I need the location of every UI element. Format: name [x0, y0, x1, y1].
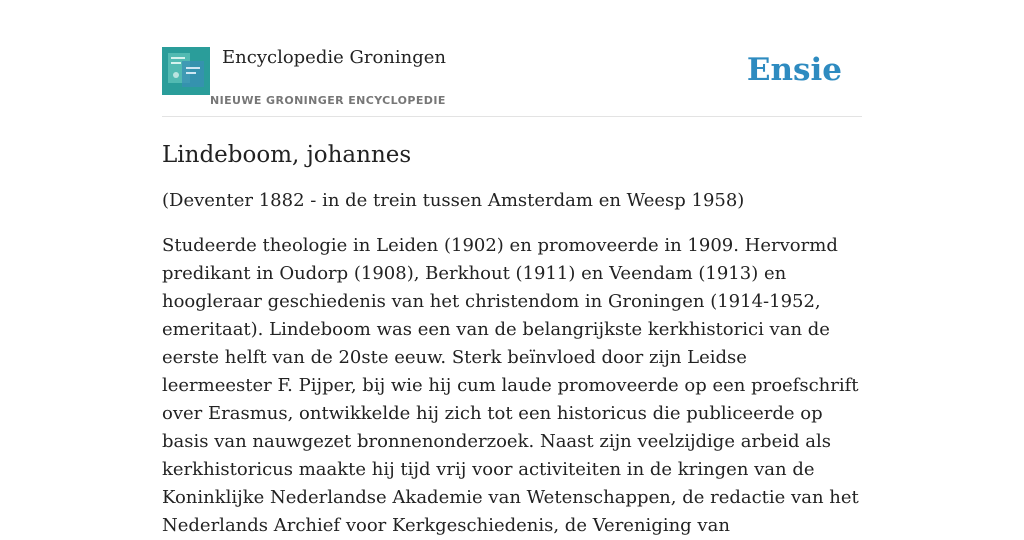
site-avatar[interactable] — [162, 47, 210, 95]
article-body: Studeerde theologie in Leiden (1902) en promoveerde in 1909. Hervormd predikant in Oudorp (1908), Berkhout (1911) en Veendam (1913) en hoogleraar geschiedenis van het christendom in Groningen (1914-1952, emeritaat). Lindeboom was een van de belangrijkste kerkhistorici van de eerste helft van de 20ste eeuw. Sterk beïnvloed door zijn Leidse leermeester F. Pijper, bij wie hij cum laude promoveerde op een proefschrift over Erasmus, ontwikkelde hij zich tot een historicus die publiceerde op basis van nauwgezet bronnenonderzoek. Naast zijn veelzijdige arbeid als kerkhistoricus maakte hij tijd vrij voor activiteiten in de kringen van de Koninklijke Nederlandse Akademie van Wetenschappen, de redactie van het Nederlands Archief voor Kerkgeschiedenis, de Vereniging van — [162, 235, 859, 536]
site-title[interactable]: Encyclopedie Groningen — [222, 47, 447, 68]
article — [162, 138, 862, 540]
article-lifespan: (Deventer 1882 - in de trein tussen Amsterdam en Weesp 1958) — [162, 190, 745, 211]
encyclopedia-cover-icon — [162, 47, 210, 95]
site-subtitle: NIEUWE GRONINGER ENCYCLOPEDIE — [210, 94, 446, 107]
ensie-logo-link[interactable]: Ensie — [746, 52, 842, 88]
site-header — [162, 46, 862, 117]
article-title: Lindeboom, johannes — [162, 142, 412, 168]
